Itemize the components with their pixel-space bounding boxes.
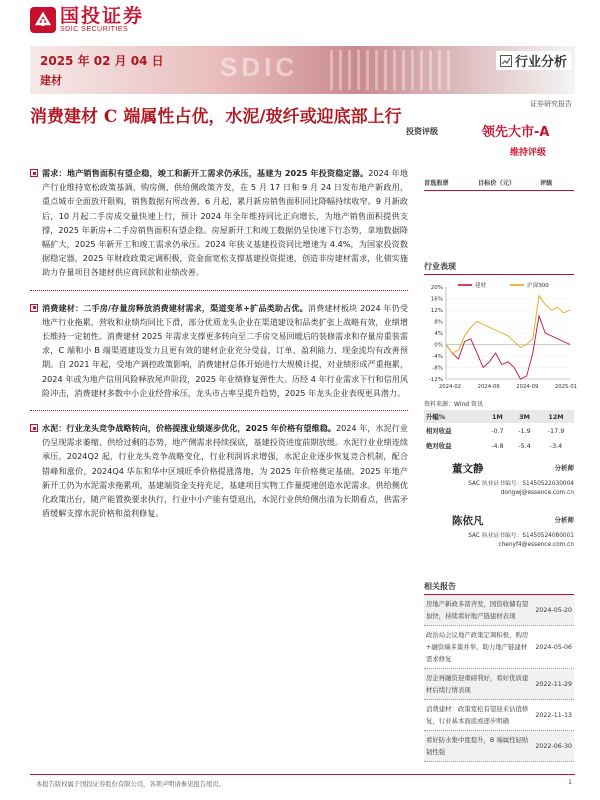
y-tick-label: 0%: [434, 342, 443, 349]
company-logo: [30, 6, 144, 34]
main-text-column: [30, 166, 408, 530]
stock-col-header: 目标价（元）: [478, 180, 516, 187]
logo-mark-icon: [30, 7, 56, 33]
report-date: 2025 年 02 月 04 日: [40, 54, 164, 68]
logo-en-text: SDIC SECURITIES: [60, 26, 129, 33]
y-tick-label: 20%: [430, 285, 443, 291]
y-tick-label: -12%: [428, 377, 443, 383]
related-report-title: 房企再融资迎重磅利好，看好优质建材后续行情表现: [426, 674, 529, 694]
report-sector: 建材: [40, 74, 62, 87]
related-report-item[interactable]: [424, 669, 574, 700]
y-tick-label: 16%: [430, 296, 443, 303]
page-number: 1: [567, 779, 572, 786]
related-report-title: 政治局会议地产政策定调积极，购房+融资端多策并举，助力地产链建材需求修复: [426, 631, 529, 663]
x-tick-label: 2025-01: [554, 384, 578, 390]
paragraph-lead: 消费建材：二手房/存量房释放消费建材需求，渠道变革+扩品类助占优。: [42, 302, 308, 313]
analyst-license: SAC 执业证书编号：S1450524080001: [468, 533, 574, 539]
x-tick-label: 2024-06: [477, 384, 500, 390]
table-row: [424, 423, 574, 438]
related-report-title: 房地产新政多箭齐发，国资收储有望加快，持续看好地产链建材表现: [426, 600, 529, 620]
related-report-date: 2022-06-30: [535, 742, 572, 750]
related-report-date: 2024-05-20: [535, 606, 572, 614]
related-report-item[interactable]: [424, 626, 574, 669]
report-category: [496, 51, 571, 70]
y-tick-label: -8%: [432, 365, 443, 372]
performance-table: [424, 410, 574, 453]
analyst-email[interactable]: chenyf4@essence.com.cn: [498, 542, 574, 548]
table-cell: -0.7: [491, 426, 504, 435]
analyst-role: 分析师: [554, 464, 574, 472]
divider: [424, 190, 574, 191]
performance-chart-svg: [424, 279, 578, 397]
y-tick-label: 8%: [434, 319, 443, 326]
related-report-date: 2022-11-29: [535, 680, 572, 688]
stock-col-header: 首选股票: [424, 180, 449, 187]
related-reports-title: 相关报告: [424, 581, 574, 595]
page-title: 消费建材 C 端属性占优，水泥/玻纤或迎底部上行: [30, 107, 402, 127]
table-cell: -17.9: [547, 426, 565, 435]
analyst-license: SAC 执业证书编号：S1450522030004: [468, 481, 574, 487]
related-report-date: 2024-05-06: [535, 643, 572, 651]
header-banner: [30, 46, 575, 94]
stock-col-header: 评级: [540, 180, 553, 187]
footer-disclaimer: 本报告版权属于国投证券股份有限公司，各项声明请参见报告尾页。: [36, 781, 225, 788]
table-cell: 绝对收益: [426, 442, 452, 450]
paragraph-cement: [30, 421, 408, 520]
analyst-name: 陈依凡: [452, 515, 484, 527]
report-type: 证券研究报告: [530, 100, 572, 108]
y-tick-label: 4%: [434, 331, 443, 337]
paragraph-consumer-materials: [30, 301, 408, 400]
related-report-title: 消费建材：政策宽松有望迎来估值修复，行业基本面底或逐步明确: [426, 705, 529, 725]
x-tick-label: 2024-02: [438, 384, 462, 390]
related-report-item[interactable]: [424, 700, 574, 731]
chart-grid-icon: [500, 55, 512, 67]
banner-stripes: [330, 50, 450, 90]
table-cell: -5.4: [518, 441, 531, 450]
related-report-item[interactable]: [424, 731, 574, 762]
table-header-cell: 12M: [538, 410, 574, 423]
table-cell: -3.4: [549, 441, 563, 450]
performance-chart: [424, 279, 578, 397]
paragraph-body: 2024 年地产行业维持宽松政策基调，购房侧、供给侧政策齐发，在 5 月 17 日和 9 月 24 日发布地产新政用，重点城市全面放开限购，销售数据有所改善，6 月起，累月新房销售面积同比降幅持续收窄。9 月新政后，10 月起二手房成交量快速上行，预计 2024 年全年维持同比正向增长，为地产销售面积提供支撑，2025 年新房+二手房销售面积有望企稳。房屋新开工和竣工数据仍呈快速下行态势，拿地数据降幅扩大，2025 年新开工和竣工需求仍承压。2024 年狭义基建投资同比增速为 4.4%，为国家投资数据稳定器，2025 年财政政策定调积极，资金面宽松支撑基建投资提速，创造非房建材需求，化债实施助力存量项目各建材供应商回款和业绩改善。: [42, 168, 408, 278]
series-line-0: [446, 316, 570, 379]
rating-sub: 维持评级: [510, 148, 547, 158]
bullet-icon: [30, 304, 38, 312]
analyst-email[interactable]: dongwj@essence.com.cn: [500, 490, 574, 496]
legend-label: 建材: [475, 283, 487, 289]
table-cell: -4.8: [491, 441, 504, 450]
logo-cn-text: 国投证券: [60, 5, 145, 27]
sidebar-column: [424, 166, 578, 762]
stock-table-header: [424, 178, 574, 187]
market-section-title: 行业表现: [424, 261, 574, 275]
bullet-icon: [30, 424, 38, 432]
table-header-cell: 升幅%: [424, 410, 484, 423]
paragraph-lead: 水泥：行业龙头竞争战略转向，价格提涨业绩逐步优化，2025 年价格有望维稳。: [42, 423, 336, 434]
table-cell: -1.9: [518, 426, 531, 435]
rating-value: 领先大市-A: [482, 125, 550, 140]
banner-watermark: SDIC: [220, 52, 299, 82]
rating-label: 投资评级: [406, 127, 438, 136]
paragraph-body: 消费建材板块 2024 年仍受地产行业拖累，营收和业绩均同比下滑，部分优质龙头企业在渠道建设和品类扩张上战略有效，业绩增长维持一定韧性。消费建材 2025 年需求支撑更多转向至二手房交易回暖后的装修需求和存量房重装需求，C 端和小 B 端渠道建设发力且更有效的建材企业充分受益，订单、盈利能力、现金流均有改善预期。自 2021 年起，受地产调控政策影响，消费建材总体开始进行大规模计提，对业绩形成严重拖累，2024 年或为地产信用风险释放尾声阶段，2025 年业绩修复弹性大。历经 4 年行业需求下行和信用风险冲击，消费建材多数中小企业经营承压，龙头市占率呈提升趋势，2025 年龙头企业表现更具潜力。: [42, 302, 408, 398]
y-tick-label: -4%: [432, 354, 443, 360]
table-row: [424, 438, 574, 453]
report-category-label: 行业分析: [514, 55, 567, 70]
divider: [30, 290, 408, 291]
paragraph-demand: [30, 166, 408, 280]
legend-label: 沪深300: [527, 283, 549, 289]
paragraph-lead: 需求：地产销售面积有望企稳，竣工和新开工需求仍承压，基建为 2025 年投资稳定器。: [42, 168, 369, 178]
x-tick-label: 2024-09: [516, 384, 539, 390]
related-report-item[interactable]: [424, 595, 574, 626]
analyst-card: [424, 461, 574, 505]
related-report-title: 看好防水集中度提升，B 端属性轻贴韧性强: [426, 736, 529, 756]
bullet-icon: [30, 169, 38, 177]
chart-source: 资料来源：Wind 资讯: [424, 401, 483, 408]
related-report-date: 2022-11-13: [535, 711, 572, 719]
table-header-cell: 1M: [484, 410, 511, 423]
table-header-cell: 3M: [511, 410, 538, 423]
analyst-role: 分析师: [554, 516, 574, 524]
divider: [30, 410, 408, 411]
paragraph-body: 2024 年，水泥行业仍呈现需求萎缩、供给过剩的态势，地产侧需求持续探底，基建投资进度前期放缓。水泥行业业绩连续承压，2024Q2 起，行业龙头竞争战略变化，行业利润诉求增强，水泥企业逐步恢复竞合机制，配合错峰和涨价，2024Q4 华东和华中区域旺季价格提涨落地，为 2025 年价格奠定基础。2025 年地产新开工仍为水泥需求拖累项，基建端资金支持充足，基建项目实物工作量提速创造水泥需求。供给侧优化政策出台，随产能置换要求执行，行业中小产能有望退出，水泥行业供给侧出清为长期看点，供需矛盾缓解支撑水泥价格和盈利修复。: [42, 423, 408, 519]
y-tick-label: 12%: [430, 308, 443, 314]
analyst-card: [424, 513, 574, 557]
footer-divider: [30, 774, 575, 775]
table-header-row: [424, 410, 574, 423]
analyst-name: 董文静: [452, 463, 484, 475]
table-cell: 相对收益: [426, 427, 452, 435]
